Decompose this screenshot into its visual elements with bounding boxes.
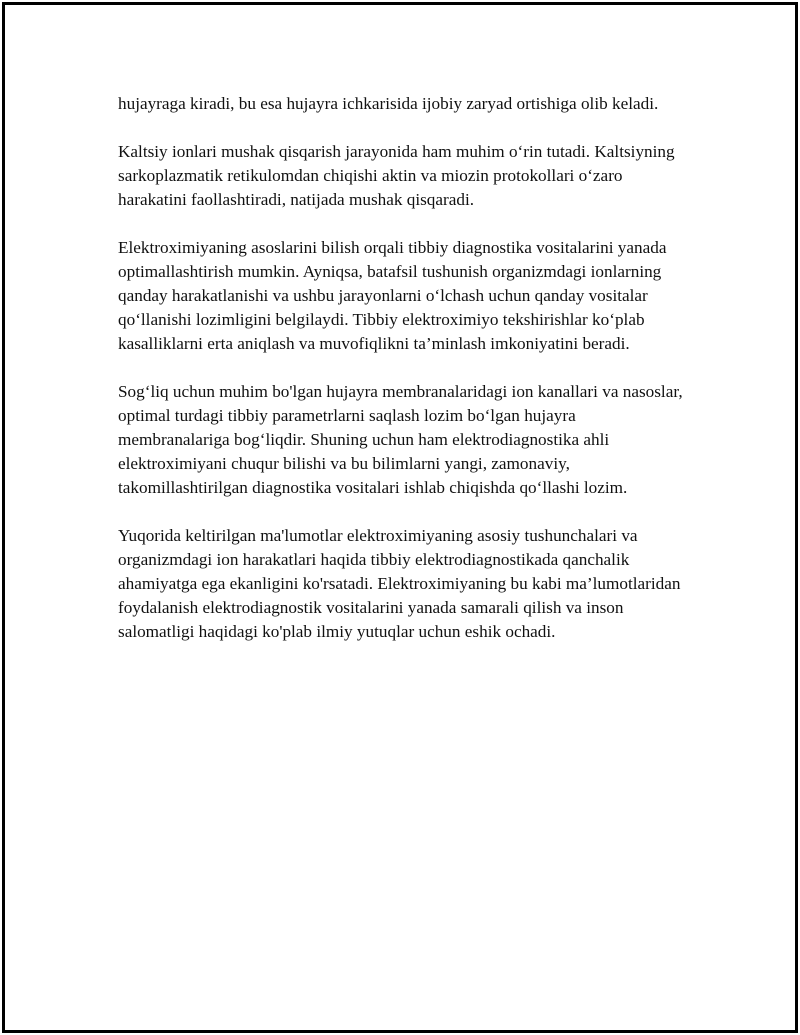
paragraph: Kaltsiy ionlari mushak qisqarish jarayonida ham muhim o‘rin tutadi. Kaltsiyning sarkoplazmatik retikulomdan chiqishi aktin va miozin protokollari o‘zaro harakatini faollashtiradi, natijada mushak qisqaradi. bbox=[118, 142, 675, 209]
document-body bbox=[118, 92, 686, 668]
paragraph: Sog‘liq uchun muhim bo'lgan hujayra membranalaridagi ion kanallari va nasoslar, optimal turdagi tibbiy parametrlarni saqlash lozim bo‘lgan hujayra membranalariga bog‘liqdir. Shuning uchun ham elektrodiagnostika ahli elektroximiyani chuqur bilishi va bu bilimlarni yangi, zamonaviy, takomillashtirilgan diagnostika vositalari ishlab chiqishda qo‘llashi lozim. bbox=[118, 382, 683, 497]
paragraph: hujayraga kiradi, bu esa hujayra ichkarisida ijobiy zaryad ortishiga olib keladi. bbox=[118, 94, 659, 113]
paragraph: Yuqorida keltirilgan ma'lumotlar elektroximiyaning asosiy tushunchalari va organizmdagi ion harakatlari haqida tibbiy elektrodiagnostikada qanchalik ahamiyatga ega ekanligini ko'rsatadi. Elektroximiyaning bu kabi ma’lumotlaridan foydalanish elektrodiagnostik vositalarini yanada samarali qilish va inson salomatligi haqidagi ko'plab ilmiy yutuqlar uchun eshik ochadi. bbox=[118, 526, 681, 641]
paragraph: Elektroximiyaning asoslarini bilish orqali tibbiy diagnostika vositalarini yanada optimallashtirish mumkin. Ayniqsa, batafsil tushunish organizmdagi ionlarning qanday harakatlanishi va ushbu jarayonlarni o‘lchash uchun qanday vositalar qo‘llanishi lozimligini belgilaydi. Tibbiy elektroximiyo tekshirishlar ko‘plab kasalliklarni erta aniqlash va muvofiqlikni ta’minlash imkoniyatini beradi. bbox=[118, 238, 667, 353]
